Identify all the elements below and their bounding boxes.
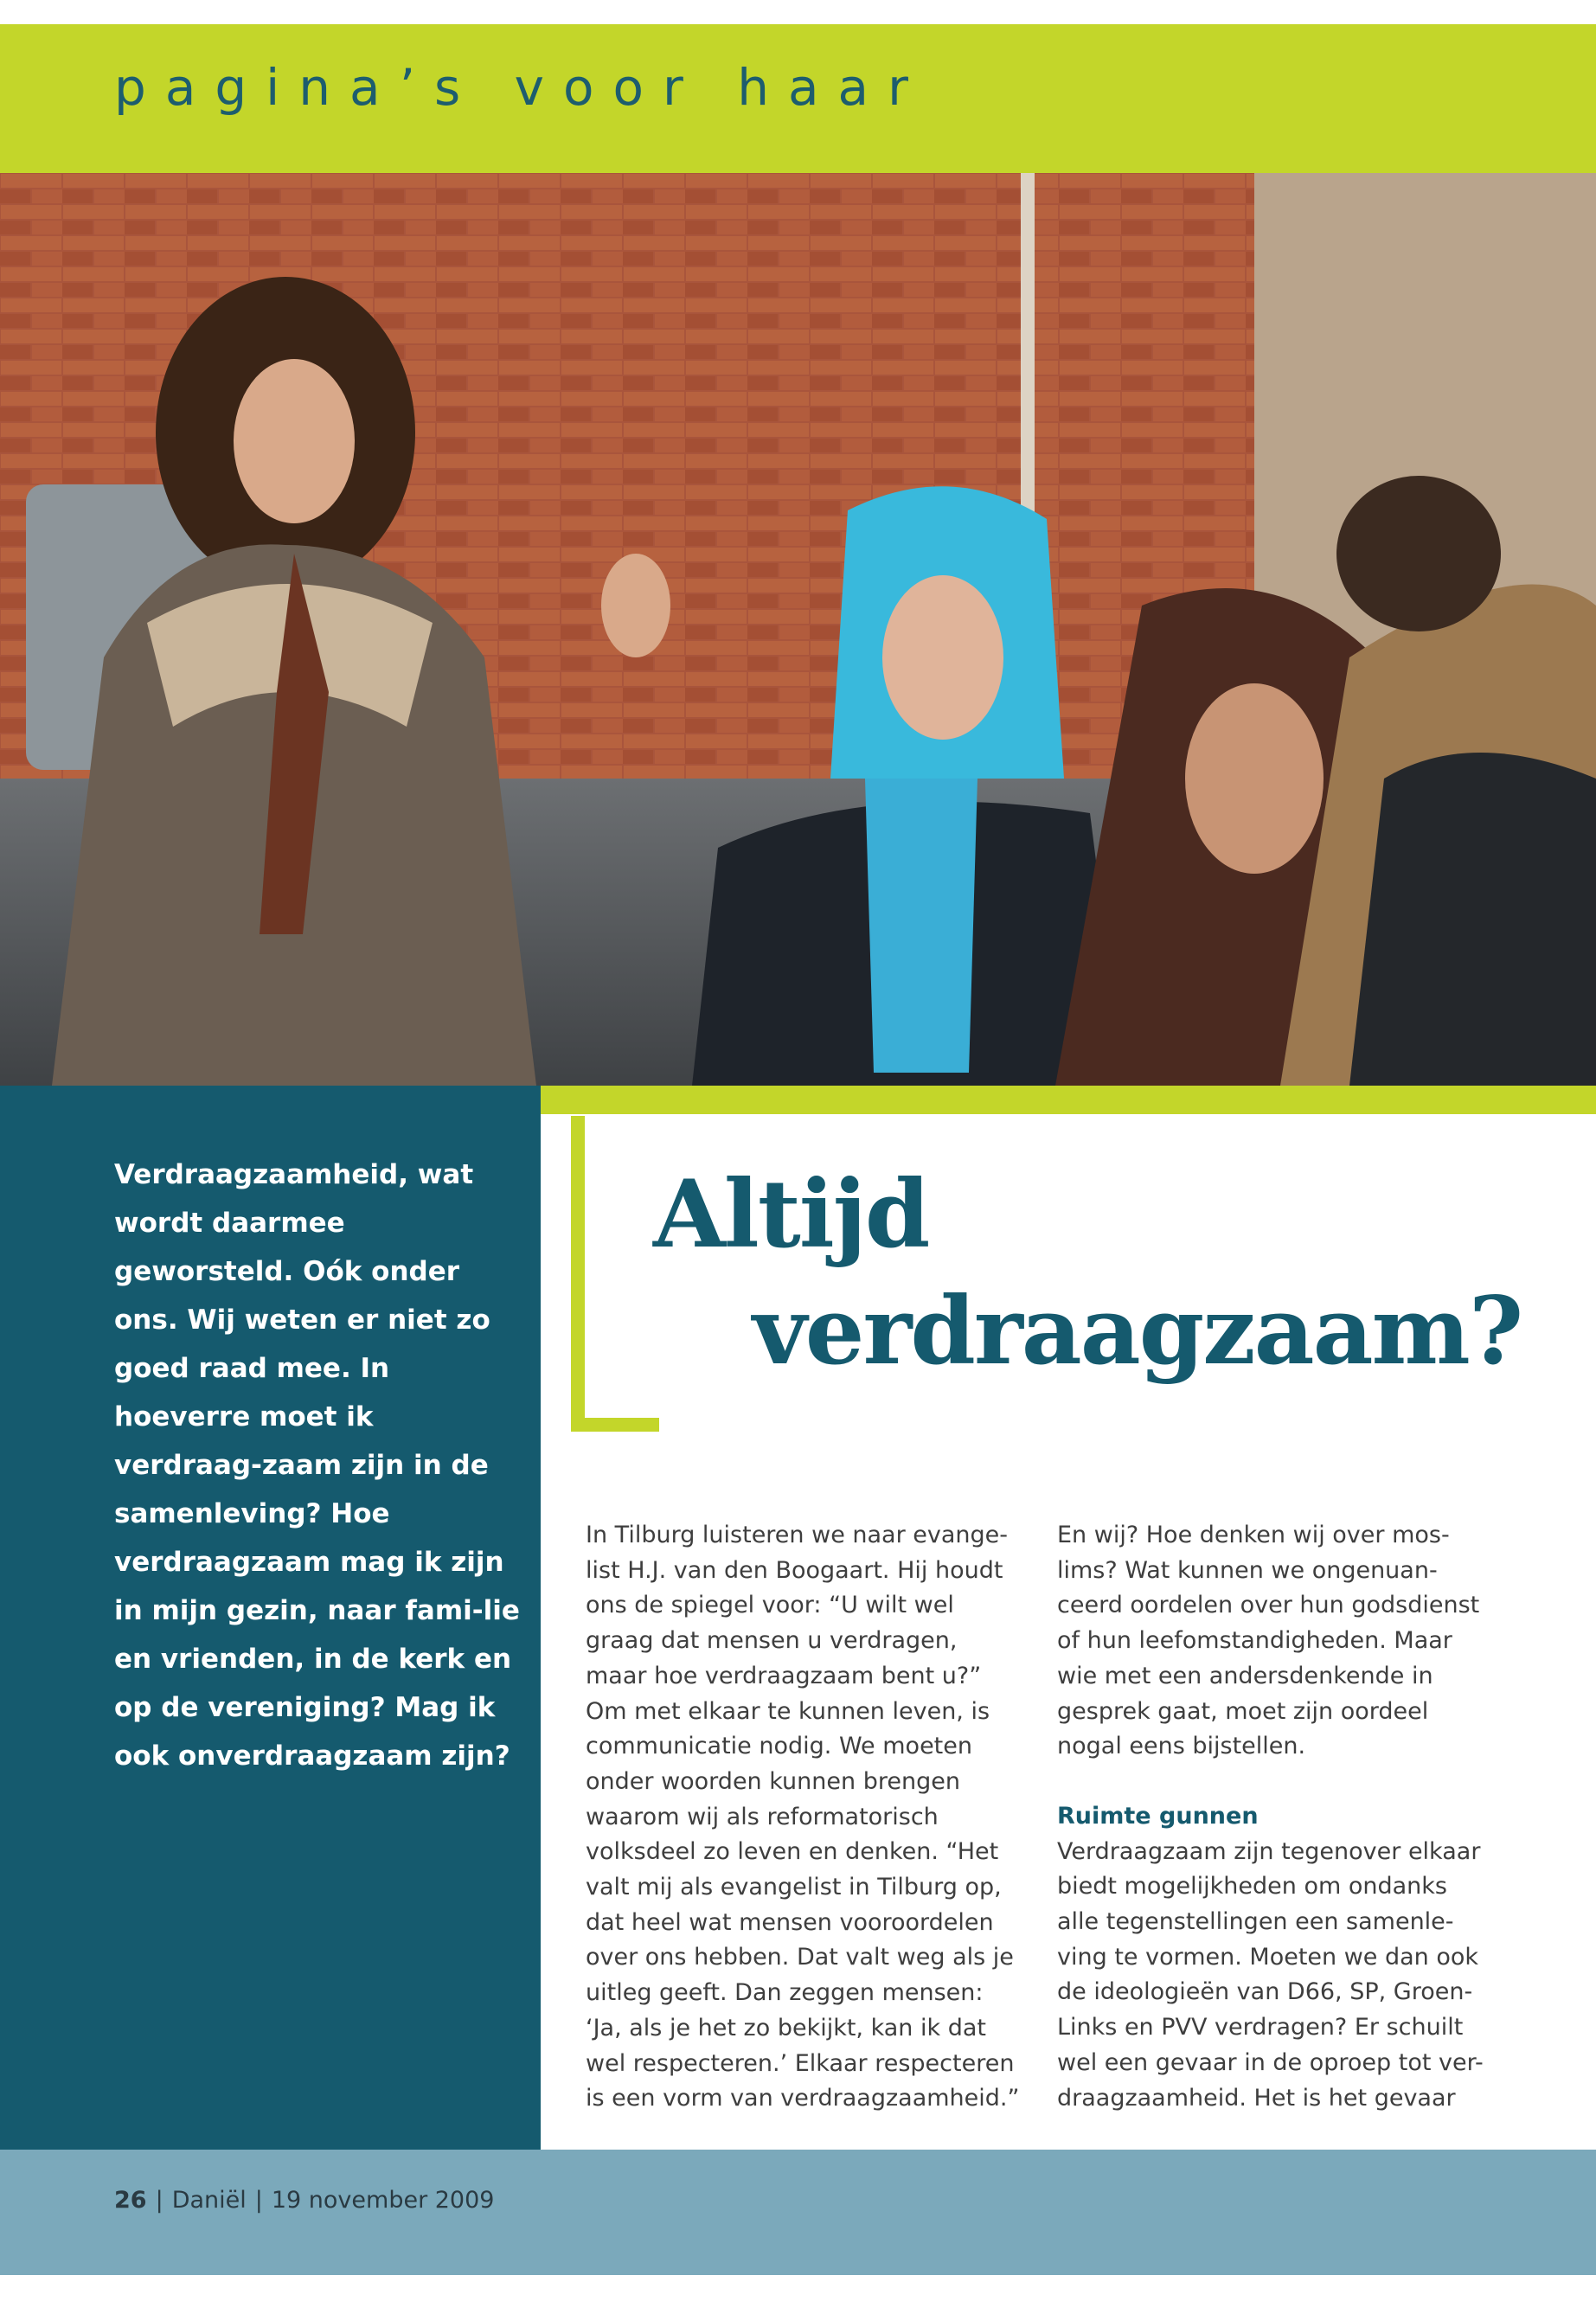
subheading: Ruimte gunnen (1057, 1802, 1259, 1830)
body-paragraph: En wij? Hoe denken wij over mos- lims? Wat kunnen we ongenuan- ceerd oordelen over hun godsdienst of hun leefomstandigheden. Maar wie met een andersdenkende in gesprek gaat, moet zijn oordeel nogal eens bijstellen. (1057, 1522, 1480, 1760)
body-paragraph: In Tilburg luisteren we naar evange- list H.J. van den Boogaart. Hij houdt ons de spiegel voor: “U wilt wel graag dat mensen u verdragen, maar hoe verdraagzaam bent u?” Om met elkaar te kunnen leven, is communicatie nodig. We moeten onder woorden kunnen brengen waarom wij als reformatorisch volksdeel zo leven en denken. “Het valt mij als evangelist in Tilburg op, dat heel wat mensen vooroordelen over ons hebben. Dat valt weg als je uitleg geeft. Dan zeggen mensen: ‘Ja, als je het zo bekijkt, kan ik dat wel respecteren.’ Elkaar respecteren is een vorm van verdraagzaamheid.” (586, 1522, 1020, 2112)
intro-text: Verdraagzaamheid, wat wordt daarmee geworsteld. Oók onder ons. Wij weten er niet zo goed raad mee. In hoeverre moet ik verdraag-zaam zijn in de samenleving? Hoe verdraagzaam mag ik zijn in mijn gezin, naar fami-lie en vrienden, in de kerk en op de vereniging? Mag ik ook onverdraagzaam zijn? (114, 1159, 520, 1772)
body-column-left (586, 1518, 1027, 2117)
issue-date: 19 november 2009 (271, 2187, 495, 2214)
body-column-right (1057, 1518, 1498, 2116)
article-title-line1: Altijd (653, 1160, 929, 1269)
page-number: 26 (114, 2187, 147, 2214)
footer-separator: | (155, 2187, 163, 2214)
title-bracket-horizontal (571, 1418, 659, 1432)
article-photo (0, 173, 1596, 1086)
article-title-line2: verdraagzaam? (753, 1277, 1522, 1386)
magazine-name: Daniël (171, 2187, 247, 2214)
body-paragraph: Verdraagzaam zijn tegenover elkaar biedt mogelijkheden om ondanks alle tegenstellingen een samenle- ving te vormen. Moeten we dan ook de ideologieën van D66, SP, Groen- Links en PVV verdragen? Er schuilt wel een gevaar in de oproep tot ver- draagzaamheid. Het is het gevaar (1057, 1837, 1484, 2112)
footer-info (114, 2187, 494, 2214)
title-bracket-vertical (571, 1116, 585, 1432)
section-label: pagina’s voor haar (114, 58, 927, 117)
lime-accent-strip (541, 1086, 1596, 1114)
footer-separator: | (254, 2187, 263, 2214)
